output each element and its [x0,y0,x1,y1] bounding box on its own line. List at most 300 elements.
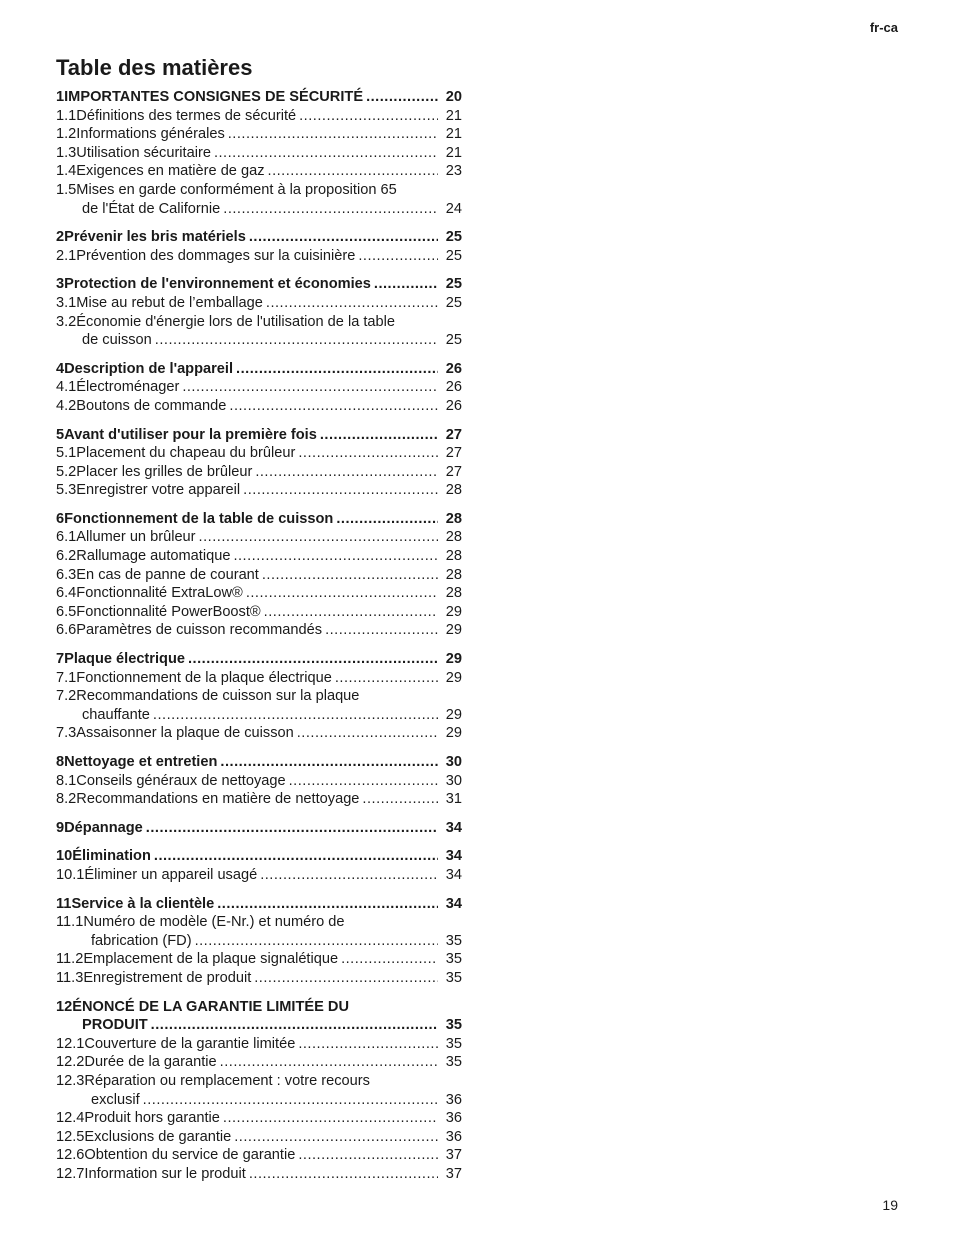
toc-entry-line [56,847,462,866]
toc-entry-label: Plaque électrique [64,651,185,668]
toc-entry-label: Couverture de la garantie limitée [84,1035,296,1052]
toc-subsection-entry[interactable] [56,1165,462,1184]
toc-leader-dots [264,603,438,622]
toc-section [56,895,462,988]
toc-entry-page: 35 [445,932,462,949]
toc-section [56,275,462,349]
toc-entry-line [56,463,462,482]
toc-leader-dots [298,1146,438,1165]
toc-entry-first-line [56,313,462,332]
toc-leader-dots [217,895,438,914]
toc-entry-second-line [56,706,462,725]
toc-entry-number: 1.2 [56,126,77,143]
toc-entry-number: 7.2 [56,688,77,705]
toc-entry-label: Durée de la garantie [84,1054,217,1071]
toc-entry-line [56,1053,462,1072]
toc-entry-label: Recommandations en matière de nettoyage [76,791,360,808]
toc-entry-number: 2.1 [56,247,77,264]
toc-entry-label: Fonctionnalité ExtraLow® [76,585,243,602]
toc-section-entry[interactable] [56,426,462,445]
toc-entry-page: 35 [445,951,462,968]
toc-entry-page: 21 [445,144,462,161]
toc-leader-dots [182,378,438,397]
toc-entry-number: 12.6 [56,1147,85,1164]
toc-entry-label: En cas de panne de courant [76,566,259,583]
toc-leader-dots [262,566,438,585]
toc-subsection-entry[interactable] [56,669,462,688]
toc-entry-number: 12 [56,998,73,1015]
toc-section-entry[interactable] [56,847,462,866]
toc-entry-page: 24 [445,200,462,217]
toc-subsection-entry[interactable] [56,378,462,397]
toc-leader-dots [214,144,438,163]
toc-entry-page: 25 [445,247,462,264]
toc-entry-page: 29 [445,622,462,639]
toc-subsection-entry[interactable] [56,547,462,566]
toc-entry-number: 11.3 [56,969,84,986]
toc-entry-second-line [56,200,462,219]
toc-section [56,228,462,265]
toc-entry-number: 4.1 [56,379,77,396]
toc-entry-label: Conseils généraux de nettoyage [76,772,286,789]
toc-subsection-entry[interactable] [56,1109,462,1128]
toc-subsection-entry[interactable] [56,1146,462,1165]
toc-entry-line [56,566,462,585]
toc-entry-label-line1: Réparation ou remplacement : votre recours [84,1072,370,1089]
toc-leader-dots [362,790,438,809]
toc-entry-number: 10.1 [56,866,85,883]
toc-entry-label: Définitions des termes de sécurité [76,107,297,124]
toc-leader-dots [246,584,438,603]
toc-entry-line [56,547,462,566]
toc-entry-line [56,125,462,144]
toc-entry-number: 5.1 [56,445,77,462]
toc-subsection-entry[interactable] [56,181,462,218]
toc-leader-dots [297,724,438,743]
toc-subsection-entry[interactable] [56,790,462,809]
toc-entry-page: 37 [445,1147,462,1164]
toc-entry-label: Dépannage [64,819,143,836]
page-title: Table des matières [56,55,253,80]
toc-entry-line [56,397,462,416]
toc-section-entry[interactable] [56,998,462,1035]
toc-entry-label-line1: Numéro de modèle (E-Nr.) et numéro de [83,914,345,931]
toc-entry-page: 29 [445,706,462,723]
toc-section-entry[interactable] [56,360,462,379]
toc-section [56,650,462,743]
toc-entry-line [56,144,462,163]
toc-entry-number: 4 [56,360,65,377]
toc-entry-number: 6.3 [56,566,77,583]
toc-entry-number: 6.6 [56,622,77,639]
toc-entry-page: 27 [445,463,462,480]
toc-leader-dots [268,162,438,181]
toc-leader-dots [233,547,438,566]
toc-leader-dots [320,426,438,445]
toc-leader-dots [223,1109,438,1128]
toc-entry-number: 2 [56,229,65,246]
toc-entry-label: PRODUIT [82,1017,148,1034]
toc-entry-first-line [56,181,462,200]
toc-entry-line [56,360,462,379]
toc-leader-dots [199,528,438,547]
toc-leader-dots [249,1165,438,1184]
toc-entry-number: 1.3 [56,144,77,161]
toc-entry-page: 30 [445,754,462,770]
toc-entry-label: Protection de l'environnement et économies [64,276,371,293]
toc-entry-number: 6.5 [56,603,77,620]
toc-section-entry[interactable] [56,275,462,294]
toc-entry-line [56,895,462,914]
toc-entry-line [56,378,462,397]
toc-entry-number: 7.3 [56,725,77,742]
toc-entry-number: 12.1 [56,1035,85,1052]
toc-subsection-entry[interactable] [56,444,462,463]
toc-entry-first-line [56,687,462,706]
toc-leader-dots [255,463,438,482]
toc-entry-label: Fonctionnalité PowerBoost® [76,603,261,620]
toc-entry-page: 27 [445,445,462,462]
toc-entry-number: 8.2 [56,791,77,808]
toc-entry-label: Enregistrer votre appareil [76,482,241,499]
toc-entry-number: 11 [56,895,72,912]
toc-subsection-entry[interactable] [56,584,462,603]
toc-entry-label: Information sur le produit [84,1165,246,1182]
toc-entry-page: 36 [445,1091,462,1108]
toc-entry-number: 10 [56,848,73,865]
toc-subsection-entry[interactable] [56,1128,462,1147]
toc-entry-line [56,481,462,500]
toc-entry-number: 12.5 [56,1128,85,1145]
toc-entry-page: 36 [445,1128,462,1145]
toc-entry-label: Produit hors garantie [84,1110,220,1127]
toc-entry-page: 35 [445,1035,462,1052]
toc-leader-dots [220,1053,438,1072]
toc-leader-dots [243,481,438,500]
toc-entry-number: 3.1 [56,294,77,311]
toc-subsection-entry[interactable] [56,397,462,416]
toc-entry-page: 29 [445,669,462,686]
toc-leader-dots [254,969,438,988]
toc-entry-label: Prévenir les bris matériels [64,229,246,246]
toc-entry-line [56,819,462,838]
toc-entry-second-line [56,1016,462,1035]
toc-leader-dots [325,621,438,640]
toc-entry-page: 29 [445,725,462,742]
toc-leader-dots [228,125,438,144]
toc-subsection-entry[interactable] [56,913,462,950]
toc-subsection-entry[interactable] [56,1053,462,1072]
toc-entry-line [56,724,462,743]
toc-entry-label: Exclusions de garantie [84,1128,232,1145]
toc-entry-second-line [56,932,462,951]
toc-subsection-entry[interactable] [56,603,462,622]
toc-entry-number: 1.5 [56,181,77,198]
toc-subsection-entry[interactable] [56,724,462,743]
toc-entry-label: Électroménager [76,379,180,396]
toc-entry-number: 7 [56,651,65,668]
toc-entry-label: Fonctionnement de la plaque électrique [76,669,332,686]
toc-entry-page: 26 [445,360,462,377]
toc-subsection-entry[interactable] [56,162,462,181]
toc-entry-line [56,866,462,885]
toc-entry-number: 4.2 [56,397,77,414]
toc-entry-line [56,790,462,809]
toc-entry-line [56,228,462,247]
toc-entry-page: 34 [445,819,462,836]
toc-entry-line [56,1035,462,1054]
toc-entry-number: 5 [56,426,65,443]
toc-leader-dots [266,294,438,313]
toc-entry-page: 29 [445,651,462,668]
toc-leader-dots [366,88,438,107]
toc-entry-page: 28 [445,510,462,527]
toc-entry-number: 1 [56,89,65,105]
toc-entry-first-line [56,913,462,932]
toc-leader-dots [299,107,438,126]
toc-entry-number: 1.4 [56,163,77,180]
toc-leader-dots [223,200,438,219]
toc-leader-dots [153,706,438,725]
toc-entry-page: 21 [445,126,462,143]
toc-section [56,819,462,838]
toc-entry-page: 25 [445,276,462,293]
toc-subsection-entry[interactable] [56,866,462,885]
toc-entry-line [56,1165,462,1184]
toc-section-entry[interactable] [56,895,462,914]
table-of-contents [56,88,462,1193]
toc-entry-number: 3.2 [56,313,77,330]
toc-leader-dots [220,753,438,772]
toc-subsection-entry[interactable] [56,125,462,144]
toc-entry-page: 35 [445,969,462,986]
toc-entry-line [56,528,462,547]
toc-entry-line [56,510,462,529]
toc-entry-page: 28 [445,529,462,546]
toc-section [56,360,462,416]
toc-leader-dots [143,1091,438,1110]
toc-leader-dots [374,275,438,294]
toc-subsection-entry[interactable] [56,313,462,350]
toc-entry-first-line [56,998,462,1017]
toc-entry-label: Informations générales [76,126,225,143]
toc-entry-page: 28 [445,548,462,565]
toc-entry-label: chauffante [82,706,150,723]
toc-entry-number: 12.4 [56,1110,85,1127]
toc-entry-page: 21 [445,107,462,124]
toc-entry-label: Rallumage automatique [76,548,231,565]
toc-entry-line [56,969,462,988]
language-code: fr-ca [869,20,898,35]
toc-entry-line [56,162,462,181]
toc-entry-line [56,247,462,266]
page-number: 19 [882,1197,898,1213]
toc-entry-second-line [56,331,462,350]
toc-subsection-entry[interactable] [56,144,462,163]
toc-entry-number: 5.3 [56,482,77,499]
toc-entry-number: 12.7 [56,1165,85,1182]
toc-entry-page: 26 [445,397,462,414]
toc-leader-dots [154,847,438,866]
toc-subsection-entry[interactable] [56,107,462,126]
toc-entry-label: Service à la clientèle [71,895,215,912]
toc-entry-number: 11.2 [56,951,84,968]
toc-leader-dots [229,397,438,416]
toc-entry-label: Mise au rebut de l’emballage [76,294,263,311]
toc-subsection-entry[interactable] [56,1035,462,1054]
toc-entry-line [56,107,462,126]
toc-leader-dots [188,650,438,669]
toc-entry-label: Description de l'appareil [64,360,234,377]
toc-leader-dots [341,950,438,969]
toc-section-entry[interactable] [56,228,462,247]
toc-leader-dots [260,866,438,885]
toc-entry-line [56,426,462,445]
toc-entry-line [56,669,462,688]
toc-subsection-entry[interactable] [56,687,462,724]
toc-entry-label: Prévention des dommages sur la cuisinière [76,247,356,264]
toc-subsection-entry[interactable] [56,621,462,640]
toc-section-entry[interactable] [56,650,462,669]
toc-entry-label: Éliminer un appareil usagé [84,866,258,883]
toc-entry-page: 30 [445,772,462,789]
toc-entry-number: 12.3 [56,1072,85,1089]
toc-entry-label: Avant d'utiliser pour la première fois [64,426,317,443]
toc-subsection-entry[interactable] [56,969,462,988]
toc-entry-page: 28 [445,566,462,583]
toc-leader-dots [335,669,438,688]
toc-entry-line [56,584,462,603]
toc-entry-page: 34 [445,866,462,883]
toc-entry-page: 35 [445,1054,462,1071]
toc-leader-dots [146,819,438,838]
toc-entry-label: Obtention du service de garantie [84,1147,296,1164]
toc-entry-label: Placement du chapeau du brûleur [76,445,296,462]
toc-section [56,510,462,640]
toc-section [56,753,462,809]
toc-entry-page: 35 [445,1017,462,1034]
toc-entry-label-line1: Recommandations de cuisson sur la plaque [76,688,360,705]
toc-leader-dots [358,247,438,266]
toc-entry-line [56,294,462,313]
toc-subsection-entry[interactable] [56,247,462,266]
toc-entry-label-line1: Économie d'énergie lors de l'utilisation de la table [76,313,396,330]
toc-entry-line [56,1146,462,1165]
toc-entry-label: Utilisation sécuritaire [76,144,211,161]
toc-entry-page: 28 [445,585,462,602]
toc-leader-dots [289,772,438,791]
toc-entry-page: 27 [445,426,462,443]
toc-subsection-entry[interactable] [56,1072,462,1109]
toc-leader-dots [236,360,438,379]
toc-entry-page: 23 [445,163,462,180]
toc-entry-label: Boutons de commande [76,397,227,414]
toc-entry-page: 29 [445,603,462,620]
toc-entry-page: 34 [445,848,462,865]
toc-entry-label: Allumer un brûleur [76,529,196,546]
toc-subsection-entry[interactable] [56,463,462,482]
toc-entry-number: 7.1 [56,669,77,686]
toc-entry-line [56,753,462,772]
toc-entry-label: Assaisonner la plaque de cuisson [76,725,294,742]
toc-entry-label: IMPORTANTES CONSIGNES DE SÉCURITÉ [64,89,364,105]
toc-entry-page: 28 [445,482,462,499]
toc-entry-number: 3 [56,276,65,293]
toc-section-entry[interactable] [56,753,462,772]
toc-entry-page: 26 [445,379,462,396]
toc-entry-number: 1.1 [56,107,77,124]
toc-subsection-entry[interactable] [56,294,462,313]
toc-entry-number: 6.1 [56,529,77,546]
toc-entry-label: Emplacement de la plaque signalétique [83,951,339,968]
toc-entry-label: Nettoyage et entretien [64,754,218,770]
toc-leader-dots [249,228,438,247]
toc-entry-page: 31 [445,791,462,808]
toc-entry-page: 36 [445,1110,462,1127]
toc-entry-page: 34 [445,895,462,912]
toc-entry-line [56,772,462,791]
toc-subsection-entry[interactable] [56,481,462,500]
toc-section [56,847,462,884]
toc-subsection-entry[interactable] [56,528,462,547]
toc-leader-dots [336,510,438,529]
toc-entry-number: 6 [56,510,65,527]
toc-entry-second-line [56,1091,462,1110]
toc-subsection-entry[interactable] [56,950,462,969]
toc-leader-dots [155,331,438,350]
toc-entry-page: 20 [445,89,462,105]
toc-section-entry[interactable] [56,510,462,529]
toc-entry-label: Élimination [72,848,151,865]
toc-entry-page: 25 [445,229,462,246]
toc-section-entry[interactable] [56,88,462,107]
toc-entry-label: Paramètres de cuisson recommandés [76,622,323,639]
toc-entry-number: 12.2 [56,1054,85,1071]
toc-entry-line [56,603,462,622]
toc-section [56,998,462,1184]
toc-entry-line [56,650,462,669]
toc-entry-line [56,444,462,463]
toc-entry-label-line1: Mises en garde conformément à la proposition 65 [76,181,397,198]
toc-entry-line [56,88,462,107]
toc-leader-dots [234,1128,438,1147]
toc-entry-line [56,621,462,640]
toc-entry-number: 9 [56,819,65,836]
toc-entry-label: Fonctionnement de la table de cuisson [64,510,334,527]
toc-section [56,88,462,218]
toc-entry-number: 11.1 [56,914,84,931]
toc-entry-first-line [56,1072,462,1091]
toc-entry-label: exclusif [91,1091,140,1108]
toc-entry-number: 8.1 [56,772,77,789]
toc-entry-label: Placer les grilles de brûleur [76,463,253,480]
toc-section-entry[interactable] [56,819,462,838]
toc-entry-page: 25 [445,294,462,311]
toc-entry-number: 6.4 [56,585,77,602]
toc-section [56,426,462,500]
toc-entry-number: 5.2 [56,463,77,480]
toc-entry-page: 37 [445,1165,462,1182]
toc-entry-number: 6.2 [56,548,77,565]
toc-subsection-entry[interactable] [56,566,462,585]
toc-entry-label: de cuisson [82,332,152,349]
toc-leader-dots [151,1016,438,1035]
toc-entry-label: fabrication (FD) [91,932,192,949]
toc-entry-label: Enregistrement de produit [83,969,252,986]
toc-entry-label: de l'État de Californie [82,200,221,217]
toc-subsection-entry[interactable] [56,772,462,791]
toc-entry-number: 8 [56,754,65,770]
